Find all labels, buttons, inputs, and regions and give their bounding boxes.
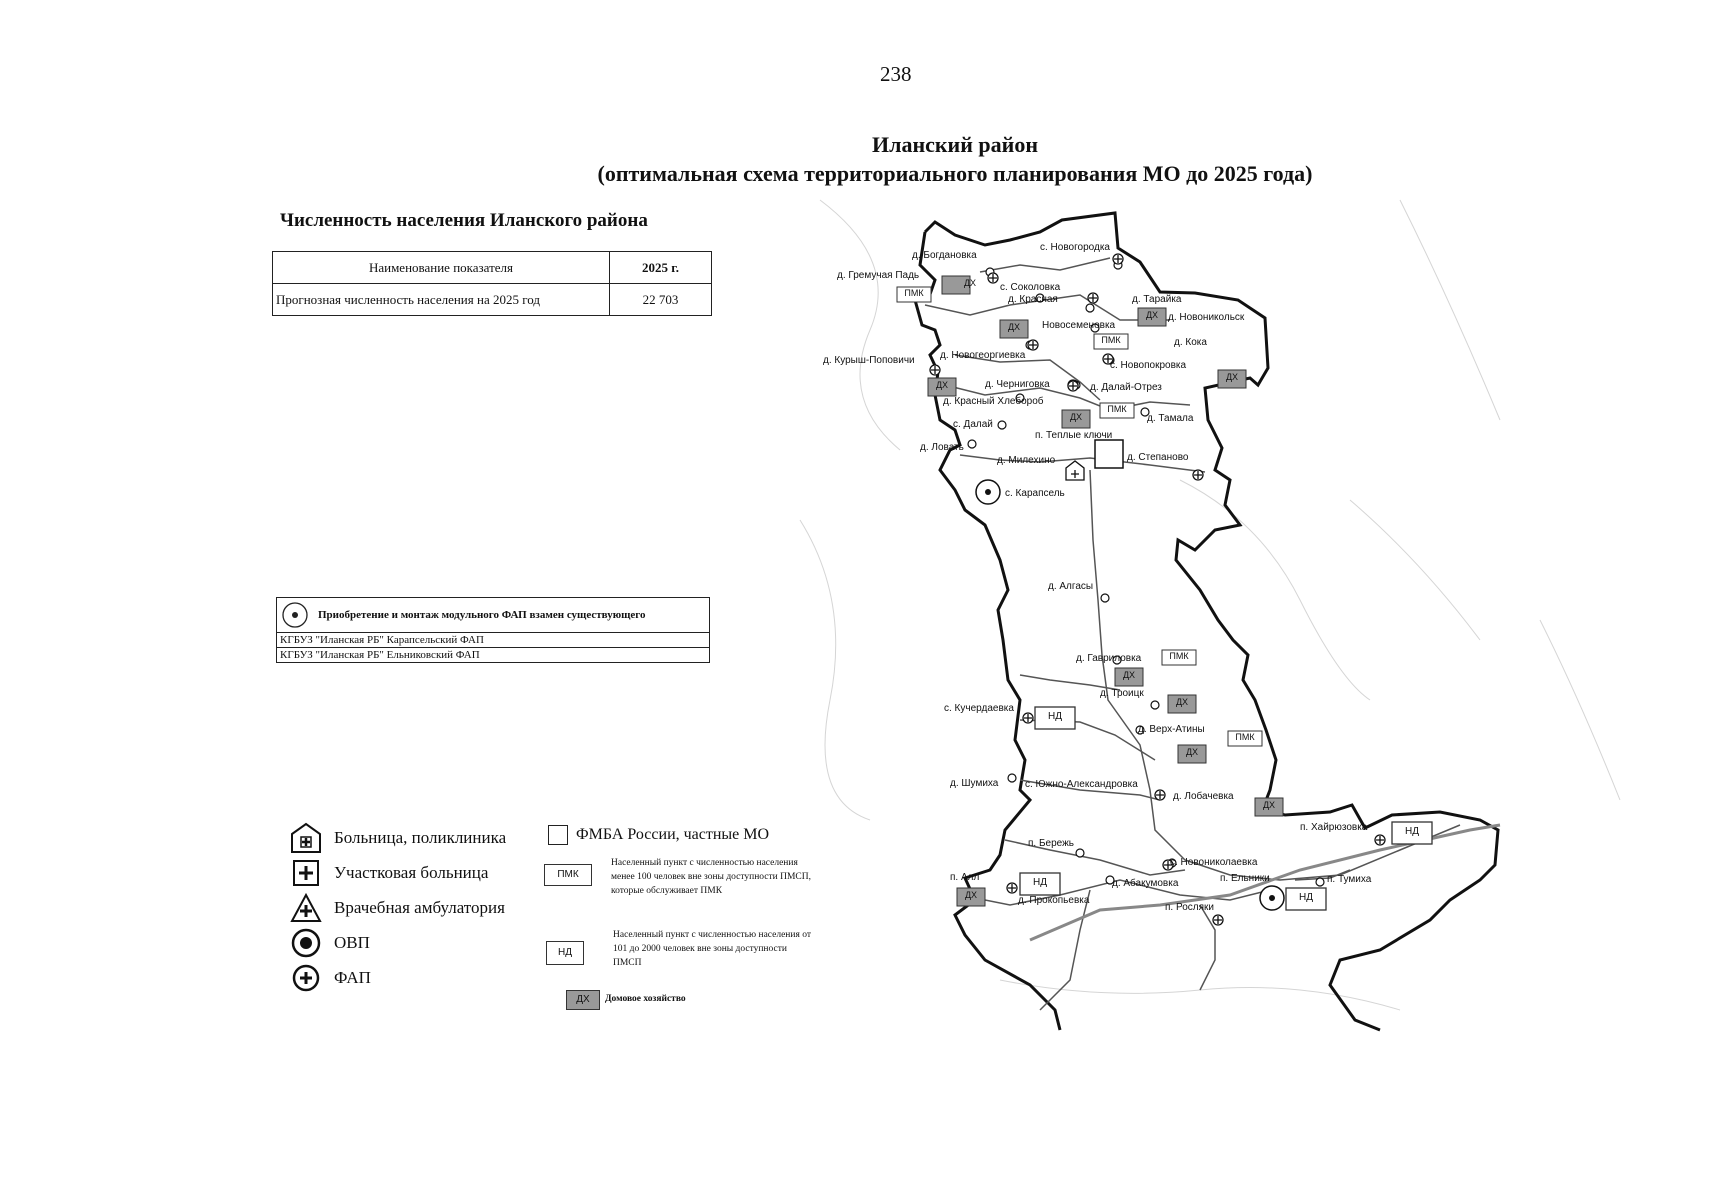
fap-marker-icon: [1193, 470, 1203, 480]
label-verkh-atiny: д. Верх-Атины: [1138, 724, 1205, 735]
project-header-text: Приобретение и монтаж модульного ФАП взамен существующего: [318, 609, 646, 621]
nd-label: НД: [1048, 711, 1062, 722]
label-kurysh-popovichi: д. Курыш-Поповичи: [823, 355, 915, 366]
roads: [925, 258, 1460, 1010]
dh-markers: [928, 276, 1283, 906]
pmk-label: ПМК: [1169, 651, 1189, 661]
project-row-text: КГБУЗ "Иланская РБ" Карапсельский ФАП: [277, 633, 710, 648]
label-abakumovka: д. Абакумовка: [1112, 878, 1179, 889]
label-kucherdaevka: с. Кучердаевка: [944, 703, 1014, 714]
ovp-marker-icon: [976, 480, 1000, 504]
dh-label: ДХ: [1122, 670, 1136, 680]
label-tarayka: д. Тарайка: [1132, 294, 1182, 305]
dh-label: ДХ: [1185, 747, 1199, 757]
fap-marker-icon: [1088, 293, 1098, 303]
label-shumikha: д. Шумиха: [950, 778, 999, 789]
fap-marker-icon: [1023, 713, 1033, 723]
fap-marker-icon: [1155, 790, 1165, 800]
label-krasny-khleborob: д. Красный Хлебороб: [943, 396, 1044, 407]
legend-dh-box: ДХ: [566, 990, 600, 1010]
label-dalay: с. Далай: [953, 419, 993, 430]
fap-marker-icon: [1375, 835, 1385, 845]
label-dalay-otrez: д. Далай-Отрез: [1090, 382, 1162, 393]
indicator-row-value: 22 703: [610, 284, 712, 316]
label-koka: д. Кока: [1174, 337, 1207, 348]
dh-label: ДХ: [1262, 800, 1276, 810]
settlement-marker: [998, 421, 1006, 429]
fmba-marker: [1095, 440, 1123, 468]
label-lobachevka: д. Лобачевка: [1173, 791, 1234, 802]
legend-ambulatory-label: Врачебная амбулатория: [334, 898, 505, 917]
label-yuzhno-aleksandrovka: с. Южно-Александровка: [1025, 779, 1138, 790]
label-bogdanovka: д. Богдановка: [912, 250, 977, 261]
fap-marker-icon: [1213, 915, 1223, 925]
fap-marker-icon: [1068, 381, 1078, 391]
fap-marker-icon: [1028, 340, 1038, 350]
dh-label: ДХ: [1225, 372, 1239, 382]
label-khayryuzovka: п. Хайрюзовка: [1300, 822, 1368, 833]
dh-label: ДХ: [963, 278, 977, 288]
pmk-label: ПМК: [1101, 335, 1121, 345]
hospital-marker: [1066, 461, 1084, 480]
nd-label: НД: [1299, 892, 1313, 903]
page-number: 238: [880, 62, 912, 86]
label-gremuchaya-pad: д. Гремучая Падь: [837, 270, 920, 281]
label-novosemenovka: Новосеменовка: [1042, 320, 1116, 331]
label-stepanovo: д. Степаново: [1127, 452, 1189, 463]
label-tumikha: п. Тумиха: [1327, 874, 1372, 885]
dh-label: ДХ: [964, 890, 978, 900]
legend-dh-desc: Домовое хозяйство: [605, 994, 686, 1004]
fap-marker-icon: [988, 273, 998, 283]
fap-marker-icon: [1007, 883, 1017, 893]
label-troitsk: д. Троицк: [1100, 688, 1144, 699]
project-row-text: КГБУЗ "Иланская РБ" Ельниковский ФАП: [277, 648, 710, 663]
label-krasnaya: д. Красная: [1008, 294, 1058, 305]
ovp-marker-icon: [1260, 886, 1284, 910]
dh-label: ДХ: [1175, 697, 1189, 707]
fap-marker-icon: [930, 365, 940, 375]
legend-ovp-label: ОВП: [334, 933, 370, 952]
legend-hospital-label: Больница, поликлиника: [334, 828, 507, 847]
title-line-1: Иланский район: [871, 132, 1038, 157]
label-ally: п. Алл: [950, 872, 980, 883]
legend-nd-box: НД: [546, 941, 584, 965]
dh-label: ДХ: [1145, 310, 1159, 320]
label-gavrilovka: д. Гавриловка: [1076, 653, 1142, 664]
label-novogorodka: с. Новогородка: [1040, 242, 1110, 253]
indicator-header-year: 2025 г.: [610, 252, 712, 284]
fap-marker-icon: [1113, 254, 1123, 264]
settlement-marker: [1008, 774, 1016, 782]
settlement-marker: [1101, 594, 1109, 602]
label-sokolovka: с. Соколовка: [1000, 282, 1061, 293]
label-berezh: п. Бережь: [1028, 838, 1075, 849]
label-milekhino: д. Милехино: [997, 455, 1056, 466]
dh-label: ДХ: [935, 380, 949, 390]
label-prokopevka: д. Прокопьевка: [1018, 895, 1090, 906]
label-novonikolsk: д. Новоникольск: [1168, 312, 1245, 323]
legend-fmba-label: ФМБА России, частные МО: [576, 826, 770, 843]
settlement-marker: [968, 440, 976, 448]
label-lovat: д. Ловать: [920, 442, 964, 453]
label-novogeorgievka: д. Новогеоргиевка: [940, 350, 1026, 361]
dh-label: ДХ: [1069, 412, 1083, 422]
legend-nd-desc: Населенный пункт с численностью населения от 101 до 2000 человек вне зоны доступности ПМСП: [613, 930, 811, 968]
settlement-marker: [1316, 878, 1324, 886]
label-chernigovka: д. Черниговка: [985, 379, 1050, 390]
nd-label: НД: [1405, 826, 1419, 837]
legend-pmk-box: ПМК: [544, 864, 592, 886]
label-teplye-klyuchi: п. Теплые ключи: [1035, 430, 1113, 441]
legend-district-hospital-label: Участковая больница: [334, 863, 489, 882]
population-title: Численность населения Иланского района: [280, 210, 648, 231]
label-novonikolaevka: с. Новониколаевка: [1170, 857, 1258, 868]
label-elniki: п. Ельники: [1220, 873, 1270, 884]
legend-pmk-desc: Населенный пункт с численностью населения менее 100 человек вне зоны доступности ПМСП, которые обслуживает ПМК: [611, 858, 811, 896]
dh-label: ДХ: [1007, 322, 1021, 332]
legend-fap-label: ФАП: [334, 968, 371, 987]
label-algasy: д. Алгасы: [1048, 581, 1094, 592]
label-karapsel: с. Карапсель: [1005, 488, 1065, 499]
nd-label: НД: [1033, 877, 1047, 888]
pmk-label: ПМК: [1107, 404, 1127, 414]
indicator-row-name: Прогнозная численность населения на 2025 год: [273, 284, 610, 316]
label-novopokrovka: с. Новопокровка: [1110, 360, 1187, 371]
settlement-marker: [1086, 304, 1094, 312]
settlement-marker: [1076, 849, 1084, 857]
label-tamala: д. Тамала: [1147, 413, 1194, 424]
title-line-2: (оптимальная схема территориального планирования МО до 2025 года): [597, 161, 1313, 186]
settlement-marker: [1151, 701, 1159, 709]
indicator-header-name: Наименование показателя: [273, 252, 610, 284]
pmk-label: ПМК: [1235, 732, 1255, 742]
pmk-label: ПМК: [904, 288, 924, 298]
label-rosyaki: п. Росляки: [1165, 902, 1214, 913]
